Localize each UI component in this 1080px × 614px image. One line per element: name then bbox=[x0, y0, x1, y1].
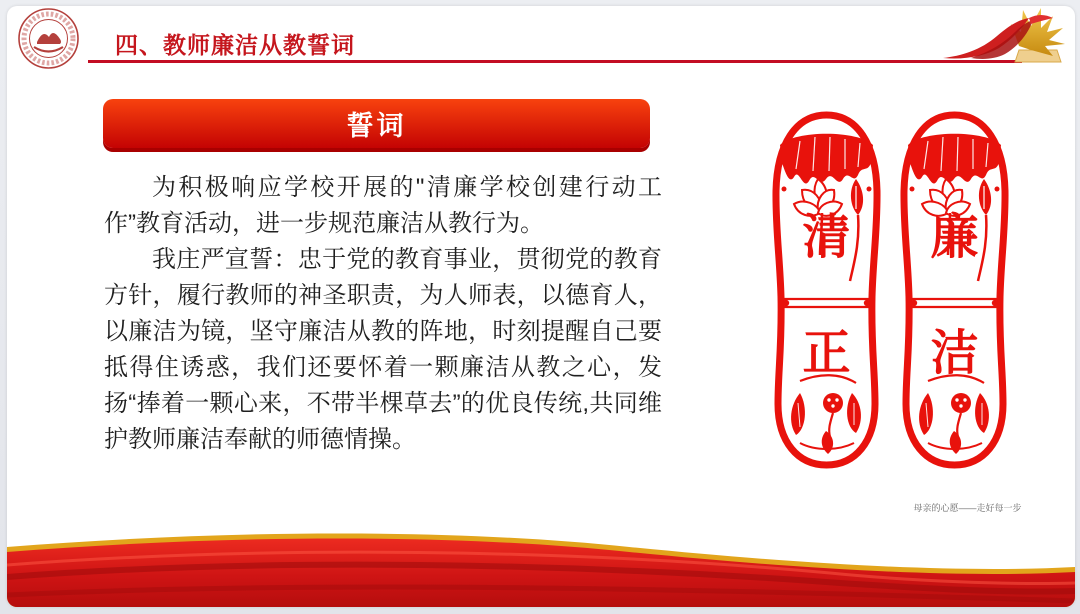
oath-banner-title: 誓词 bbox=[346, 111, 407, 141]
insole-right-bottom-char: 洁 bbox=[930, 327, 979, 380]
papercut-caption: 母亲的心愿——走好每一步 bbox=[913, 503, 1022, 513]
papercut-insole-right bbox=[898, 111, 1011, 469]
oath-banner bbox=[103, 99, 650, 148]
flag-gold-emblem-decoration bbox=[941, 6, 1069, 64]
papercut-insole-left bbox=[770, 111, 883, 469]
header-underline bbox=[88, 60, 1022, 63]
bottom-ribbon-decoration bbox=[7, 531, 1075, 607]
papercut-insoles bbox=[770, 111, 1011, 469]
oath-paragraph-2: 我庄严宣誓：忠于党的教育事业，贯彻党的教育方针，履行教师的神圣职责，为人师表，以德育人，以廉洁为镜，坚守廉洁从教的阵地，时刻提醒自己要抵得住诱惑，我们还要怀着一颗廉洁从教之心，发扬“捧着一颗心来，不带半棵草去”的优良传统,共同维护教师廉洁奉献的师德情操。 bbox=[104, 246, 662, 453]
slide-title: 四、教师廉洁从教誓词 bbox=[115, 32, 355, 58]
insole-left-bottom-char: 正 bbox=[802, 327, 851, 380]
oath-text bbox=[104, 170, 662, 458]
insole-right-top-char: 廉 bbox=[930, 211, 979, 264]
slide bbox=[7, 6, 1075, 607]
school-seal-logo bbox=[17, 7, 80, 70]
oath-paragraph-1: 为积极响应学校开展的"清廉学校创建行动工作”教育活动，进一步规范廉洁从教行为。 bbox=[104, 174, 662, 237]
insole-left-top-char: 清 bbox=[802, 211, 851, 264]
